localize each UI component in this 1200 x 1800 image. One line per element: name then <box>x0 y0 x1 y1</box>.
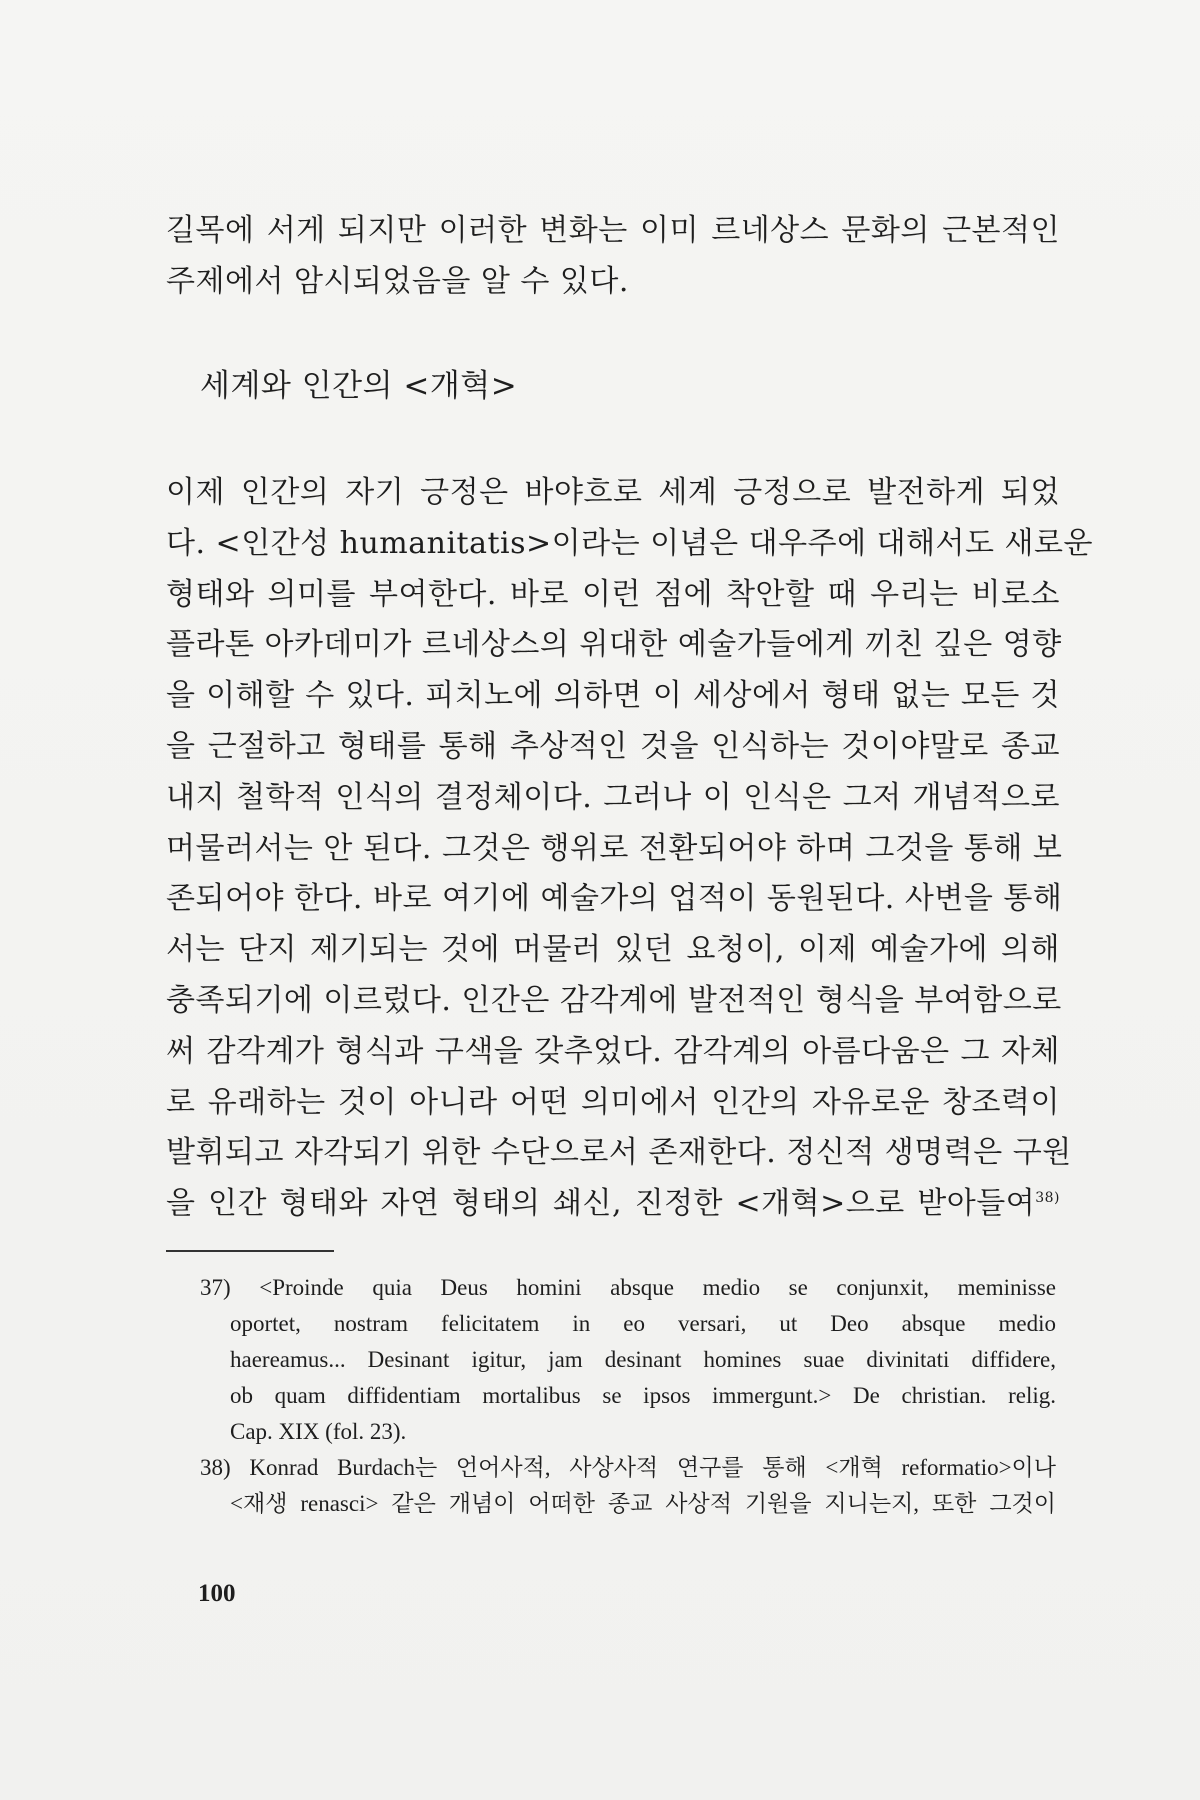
footnote-line: ob quam diffidentiam mortalibus se ipsos immergunt.> De christian. relig. <box>230 1383 1056 1408</box>
body-line: 존되어야 한다. 바로 여기에 예술가의 업적이 동원된다. 사변을 통해 <box>166 881 1063 917</box>
footnote-line: <재생 renasci> 같은 개념이 어떠한 종교 사상적 기원을 지니는지, 또한 그것이 <box>230 1491 1056 1516</box>
body-line: 머물러서는 안 된다. 그것은 행위로 전환되어야 하며 그것을 통해 보 <box>166 830 1063 866</box>
footnote-line: 38) Konrad Burdach는 언어사적, 사상사적 연구를 통해 <개혁 reformatio>이나 <box>200 1455 1056 1480</box>
body-line: 을 근절하고 형태를 통해 추상적인 것을 인식하는 것이야말로 종교 <box>166 728 1060 764</box>
footnote-line: haereamus... Desinant igitur, jam desinant homines suae divinitati diffidere, <box>230 1347 1056 1372</box>
body-line: 서는 단지 제기되는 것에 머물러 있던 요청이, 이제 예술가에 의해 <box>166 932 1060 968</box>
main-paragraph <box>166 468 1093 1230</box>
footnote-reference: 38) <box>1035 1190 1060 1207</box>
body-line-text: 을 인간 형태와 자연 형태의 쇄신, 진정한 <개혁>으로 받아들여 <box>166 1186 1036 1222</box>
intro-paragraph <box>166 206 1060 308</box>
footnote-37 <box>200 1270 1056 1450</box>
body-line <box>166 1179 1060 1230</box>
body-line: 주제에서 암시되었음을 알 수 있다. <box>166 263 629 299</box>
section-heading: 세계와 인간의 <개혁> <box>200 368 518 404</box>
footnote-38 <box>200 1450 1056 1522</box>
body-line: 로 유래하는 것이 아니라 어떤 의미에서 인간의 자유로운 창조력이 <box>166 1084 1060 1120</box>
body-line: 발휘되고 자각되기 위한 수단으로서 존재한다. 정신적 생명력은 구원 <box>166 1135 1072 1171</box>
body-line: 형태와 의미를 부여한다. 바로 이런 점에 착안할 때 우리는 비로소 <box>166 576 1060 612</box>
footnote-line: Cap. XIX (fol. 23). <box>230 1419 407 1444</box>
footnote-divider <box>166 1250 334 1252</box>
page-number: 100 <box>198 1580 236 1607</box>
body-line: 이제 인간의 자기 긍정은 바야흐로 세계 긍정으로 발전하게 되었 <box>166 475 1060 510</box>
footnote-line: oportet, nostram felicitatem in eo versari, ut Deo absque medio <box>230 1311 1056 1336</box>
body-line: 써 감각계가 형식과 구색을 갖추었다. 감각계의 아름다움은 그 자체 <box>166 1033 1060 1069</box>
body-line: 충족되기에 이르렀다. 인간은 감각계에 발전적인 형식을 부여함으로 <box>166 982 1062 1018</box>
body-line: 플라톤 아카데미가 르네상스의 위대한 예술가들에게 끼친 깊은 영향 <box>166 627 1062 663</box>
body-line: 다. <인간성 humanitatis>이라는 이념은 대우주에 대해서도 새로운 <box>166 525 1093 561</box>
footnote-line: 37) <Proinde quia Deus homini absque medio se conjunxit, meminisse <box>200 1275 1056 1300</box>
body-line: 을 이해할 수 있다. 피치노에 의하면 이 세상에서 형태 없는 모든 것 <box>166 678 1060 714</box>
body-line: 내지 철학적 인식의 결정체이다. 그러나 이 인식은 그저 개념적으로 <box>166 779 1060 815</box>
body-line: 길목에 서게 되지만 이러한 변화는 이미 르네상스 문화의 근본적인 <box>166 213 1060 248</box>
footnotes <box>200 1270 1056 1522</box>
